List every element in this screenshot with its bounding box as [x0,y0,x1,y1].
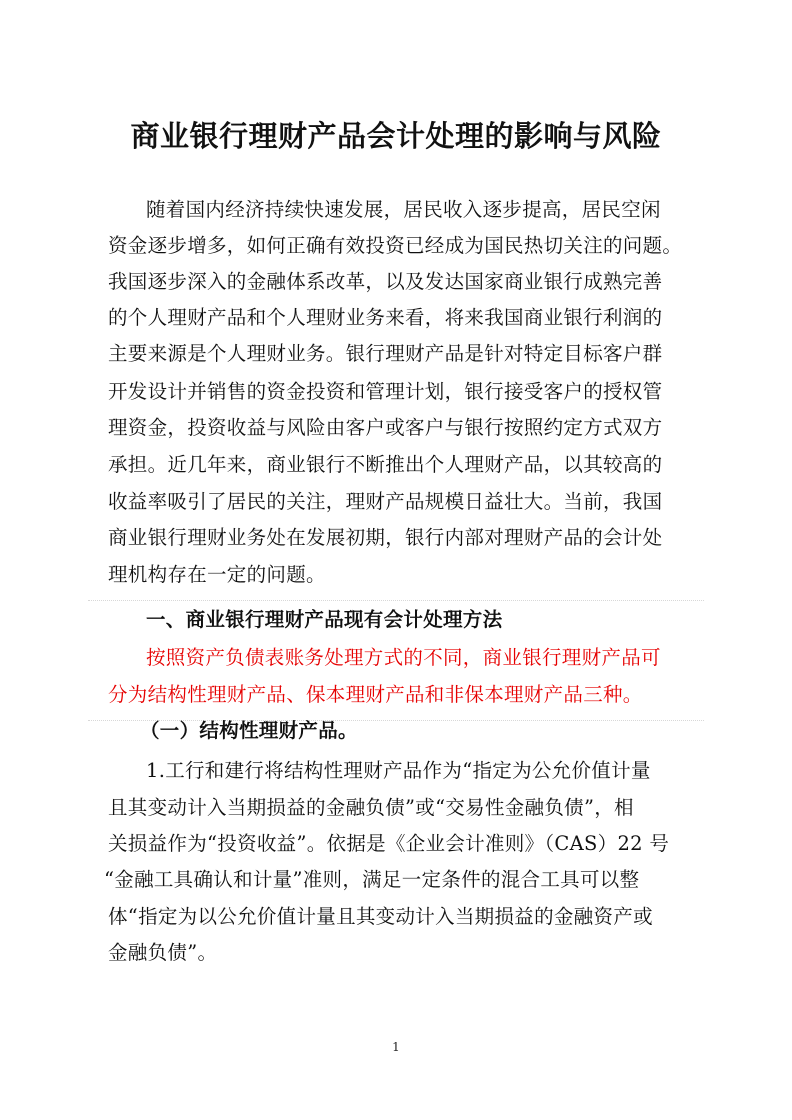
section-divider [88,600,704,601]
item-line: “金融工具确认和计量”准则，满足一定条件的混合工具可以整 [104,868,640,891]
intro-line: 的个人理财产品和个人理财业务来看，将来我国商业银行利润的 [108,306,663,329]
intro-line: 主要来源是个人理财业务。银行理财产品是针对特定目标客户群 [108,342,663,365]
red-paragraph-line: 按照资产负债表账务处理方式的不同，商业银行理财产品可 [146,646,661,669]
page-number: 1 [392,1040,400,1054]
intro-line: 收益率吸引了居民的关注，理财产品规模日益壮大。当前，我国 [108,490,663,513]
intro-line: 我国逐步深入的金融体系改革，以及发达国家商业银行成熟完善 [108,270,663,293]
item-line: 金融负债”。 [108,941,218,964]
red-paragraph-line: 分为结构性理财产品、保本理财产品和非保本理财产品三种。 [108,683,643,706]
intro-line: 开发设计并销售的资金投资和管理计划，银行接受客户的授权管 [108,380,663,403]
subsection-heading: （一）结构性理财产品。 [140,719,358,742]
section-heading: 一、商业银行理财产品现有会计处理方法 [146,608,503,631]
item-line: 关损益作为“投资收益”。依据是《企业会计准则》（CAS）22 号 [108,832,670,855]
intro-line: 商业银行理财业务处在发展初期，银行内部对理财产品的会计处 [108,526,663,549]
item-line: 体“指定为以公允价值计量且其变动计入当期损益的金融资产或 [108,905,653,928]
item-line: 1.工行和建行将结构性理财产品作为“指定为公允价值计量 [146,759,651,782]
intro-line: 承担。近几年来，商业银行不断推出个人理财产品，以其较高的 [108,453,663,476]
document-title: 商业银行理财产品会计处理的影响与风险 [130,119,662,153]
intro-line: 理机构存在一定的问题。 [108,563,326,586]
item-line: 且其变动计入当期损益的金融负债”或“交易性金融负债”，相 [108,796,634,819]
intro-line: 理资金，投资收益与风险由客户或客户与银行按照约定方式双方 [108,416,663,439]
intro-line: 资金逐步增多，如何正确有效投资已经成为国民热切关注的问题。 [108,234,683,257]
intro-line: 随着国内经济持续快速发展，居民收入逐步提高，居民空闲 [146,198,661,221]
